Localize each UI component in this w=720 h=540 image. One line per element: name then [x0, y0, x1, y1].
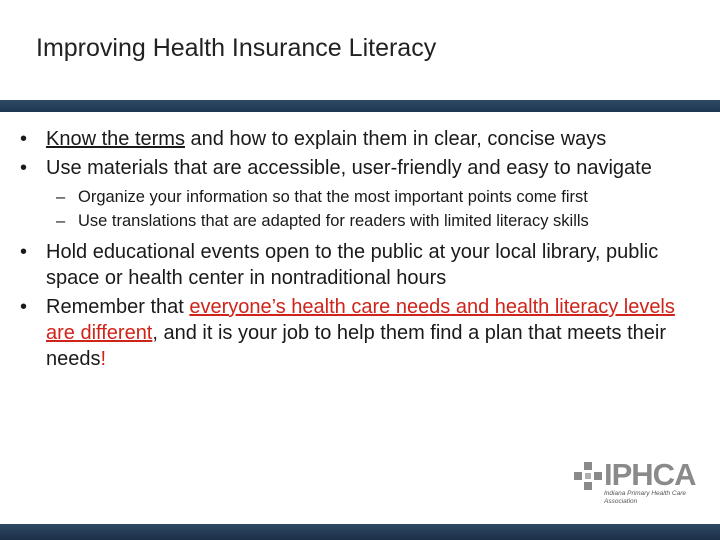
sub-bullet-text: Organize your information so that the most important points come first [78, 188, 588, 206]
slide-title: Improving Health Insurance Literacy [36, 34, 437, 62]
dash-icon: – [56, 212, 66, 230]
bullet-text: Hold educational events open to the public at your local library, public space or health center in nontraditional hours [46, 241, 659, 289]
bullet-item [0, 126, 696, 152]
bullet-text: , and it is your job to help them find a plan that meets their needs [46, 322, 666, 370]
sub-bullet-list [0, 185, 720, 233]
bullet-highlight: everyone’s health care needs and health literacy levels are different [46, 296, 675, 344]
sub-bullet-item [0, 209, 718, 233]
dash-icon: – [56, 188, 66, 206]
logo-wordmark: IPHCA [604, 457, 696, 492]
bullet-icon: • [20, 296, 28, 318]
bullet-text: and how to explain them in clear, concise ways [184, 128, 607, 150]
bullet-icon: • [20, 128, 28, 150]
bullet-text: Remember that [46, 296, 190, 318]
sub-bullet-text: Use translations that are adapted for readers with limited literacy skills [78, 212, 589, 230]
sub-bullet-item [0, 185, 718, 209]
bullet-item [0, 239, 696, 291]
bullet-item [0, 294, 696, 372]
logo-tagline: Indiana Primary Health Care Association [604, 490, 687, 505]
bullet-icon: • [20, 241, 28, 263]
bullet-icon: • [20, 157, 28, 179]
iphca-logo [574, 458, 704, 508]
iphca-logo-icon [574, 462, 602, 490]
bullet-exclamation: ! [100, 348, 107, 370]
bullet-item [0, 155, 696, 181]
header-divider-bar [0, 100, 720, 112]
bullet-emphasis: Know the terms [46, 128, 185, 150]
footer-bar [0, 524, 720, 540]
bullet-text: Use materials that are accessible, user-friendly and easy to navigate [46, 157, 652, 179]
slide-body [0, 126, 720, 375]
